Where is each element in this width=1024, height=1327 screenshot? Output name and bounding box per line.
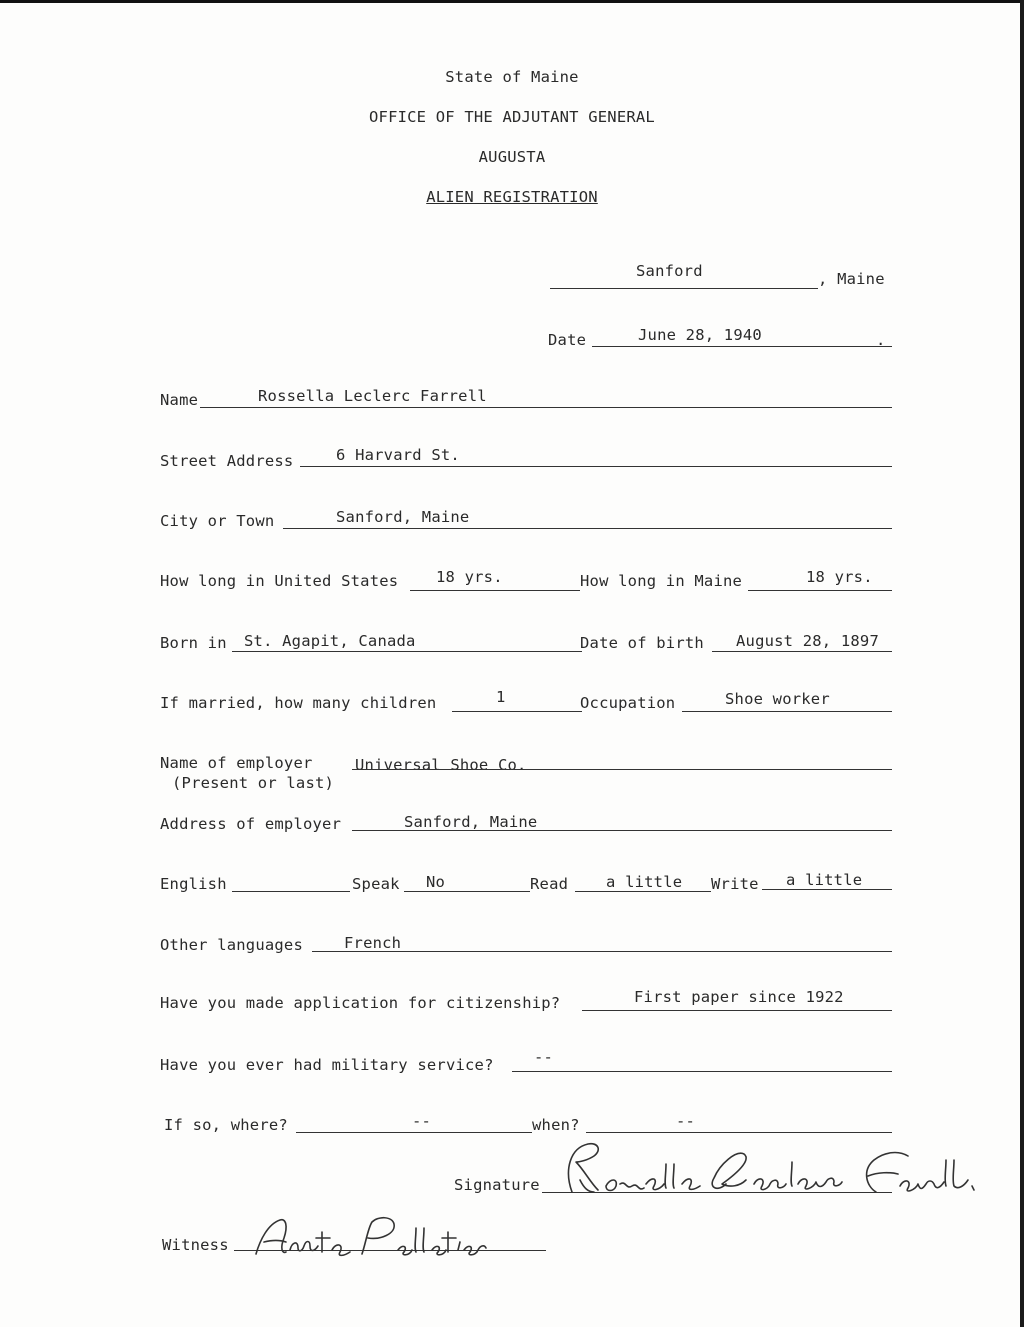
us-years-label: How long in United States bbox=[160, 572, 399, 590]
us-years-value: 18 yrs. bbox=[436, 568, 503, 586]
name-line bbox=[200, 407, 892, 408]
place-line bbox=[550, 288, 818, 289]
employer-line bbox=[352, 769, 892, 770]
born-value: St. Agapit, Canada bbox=[244, 632, 416, 650]
signature-handwriting bbox=[558, 1140, 988, 1202]
date-label: Date bbox=[548, 331, 587, 349]
write-line bbox=[762, 889, 892, 890]
street-label: Street Address bbox=[160, 452, 294, 470]
other-languages-value: French bbox=[344, 934, 402, 952]
dob-value: August 28, 1897 bbox=[736, 632, 879, 650]
place-value: Sanford bbox=[636, 262, 703, 280]
street-value: 6 Harvard St. bbox=[336, 446, 460, 464]
other-languages-line bbox=[312, 951, 892, 952]
employer-address-line bbox=[352, 830, 892, 831]
header-office: OFFICE OF THE ADJUTANT GENERAL bbox=[369, 108, 655, 126]
military-value: -- bbox=[534, 1048, 554, 1066]
witness-label: Witness bbox=[162, 1236, 229, 1254]
dob-label: Date of birth bbox=[580, 634, 704, 652]
children-label: If married, how many children bbox=[160, 694, 437, 712]
employer-sublabel: (Present or last) bbox=[172, 774, 335, 792]
speak-line bbox=[404, 891, 530, 892]
other-languages-label: Other languages bbox=[160, 936, 303, 954]
date-line bbox=[592, 346, 892, 347]
date-value: June 28, 1940 bbox=[638, 326, 762, 344]
write-value: a little bbox=[786, 871, 863, 889]
military-label: Have you ever had military service? bbox=[160, 1056, 494, 1074]
dob-line bbox=[712, 651, 892, 652]
where-line bbox=[296, 1132, 532, 1133]
signature-label: Signature bbox=[454, 1176, 540, 1194]
header-state: State of Maine bbox=[445, 68, 579, 86]
place-suffix: , Maine bbox=[818, 270, 885, 288]
children-value: 1 bbox=[496, 688, 506, 706]
name-label: Name bbox=[160, 391, 199, 409]
us-years-line bbox=[410, 590, 580, 591]
maine-years-line bbox=[748, 590, 892, 591]
witness-handwriting bbox=[250, 1214, 520, 1260]
when-line bbox=[586, 1132, 892, 1133]
maine-years-value: 18 yrs. bbox=[806, 568, 873, 586]
military-line bbox=[512, 1071, 892, 1072]
english-label: English bbox=[160, 875, 227, 893]
read-value: a little bbox=[606, 873, 683, 891]
city-label: City or Town bbox=[160, 512, 275, 530]
write-label: Write bbox=[711, 875, 759, 893]
read-line bbox=[575, 891, 711, 892]
maine-years-label: How long in Maine bbox=[580, 572, 743, 590]
speak-label: Speak bbox=[352, 875, 400, 893]
header-city: AUGUSTA bbox=[478, 148, 546, 166]
city-value: Sanford, Maine bbox=[336, 508, 470, 526]
employer-value: Universal Shoe Co. bbox=[355, 756, 527, 774]
when-label: when? bbox=[532, 1116, 580, 1134]
read-label: Read bbox=[530, 875, 569, 893]
born-label: Born in bbox=[160, 634, 227, 652]
name-value: Rossella Leclerc Farrell bbox=[258, 387, 487, 405]
occupation-value: Shoe worker bbox=[725, 690, 830, 708]
where-label: If so, where? bbox=[164, 1116, 288, 1134]
citizenship-line bbox=[582, 1010, 892, 1011]
born-line bbox=[232, 651, 582, 652]
citizenship-value: First paper since 1922 bbox=[634, 988, 844, 1006]
when-value: -- bbox=[676, 1112, 696, 1130]
speak-value: No bbox=[426, 873, 446, 891]
english-line bbox=[232, 891, 350, 892]
employer-address-value: Sanford, Maine bbox=[404, 813, 538, 831]
where-value: -- bbox=[412, 1112, 432, 1130]
employer-label: Name of employer bbox=[160, 754, 313, 772]
citizenship-label: Have you made application for citizenship? bbox=[160, 994, 561, 1012]
date-end: . bbox=[876, 331, 886, 349]
scan-top-border bbox=[0, 0, 1024, 3]
form-title: ALIEN REGISTRATION bbox=[426, 188, 598, 206]
occupation-label: Occupation bbox=[580, 694, 676, 712]
employer-address-label: Address of employer bbox=[160, 815, 342, 833]
occupation-line bbox=[682, 711, 892, 712]
children-line bbox=[452, 711, 582, 712]
street-line bbox=[300, 466, 892, 467]
city-line bbox=[283, 528, 892, 529]
